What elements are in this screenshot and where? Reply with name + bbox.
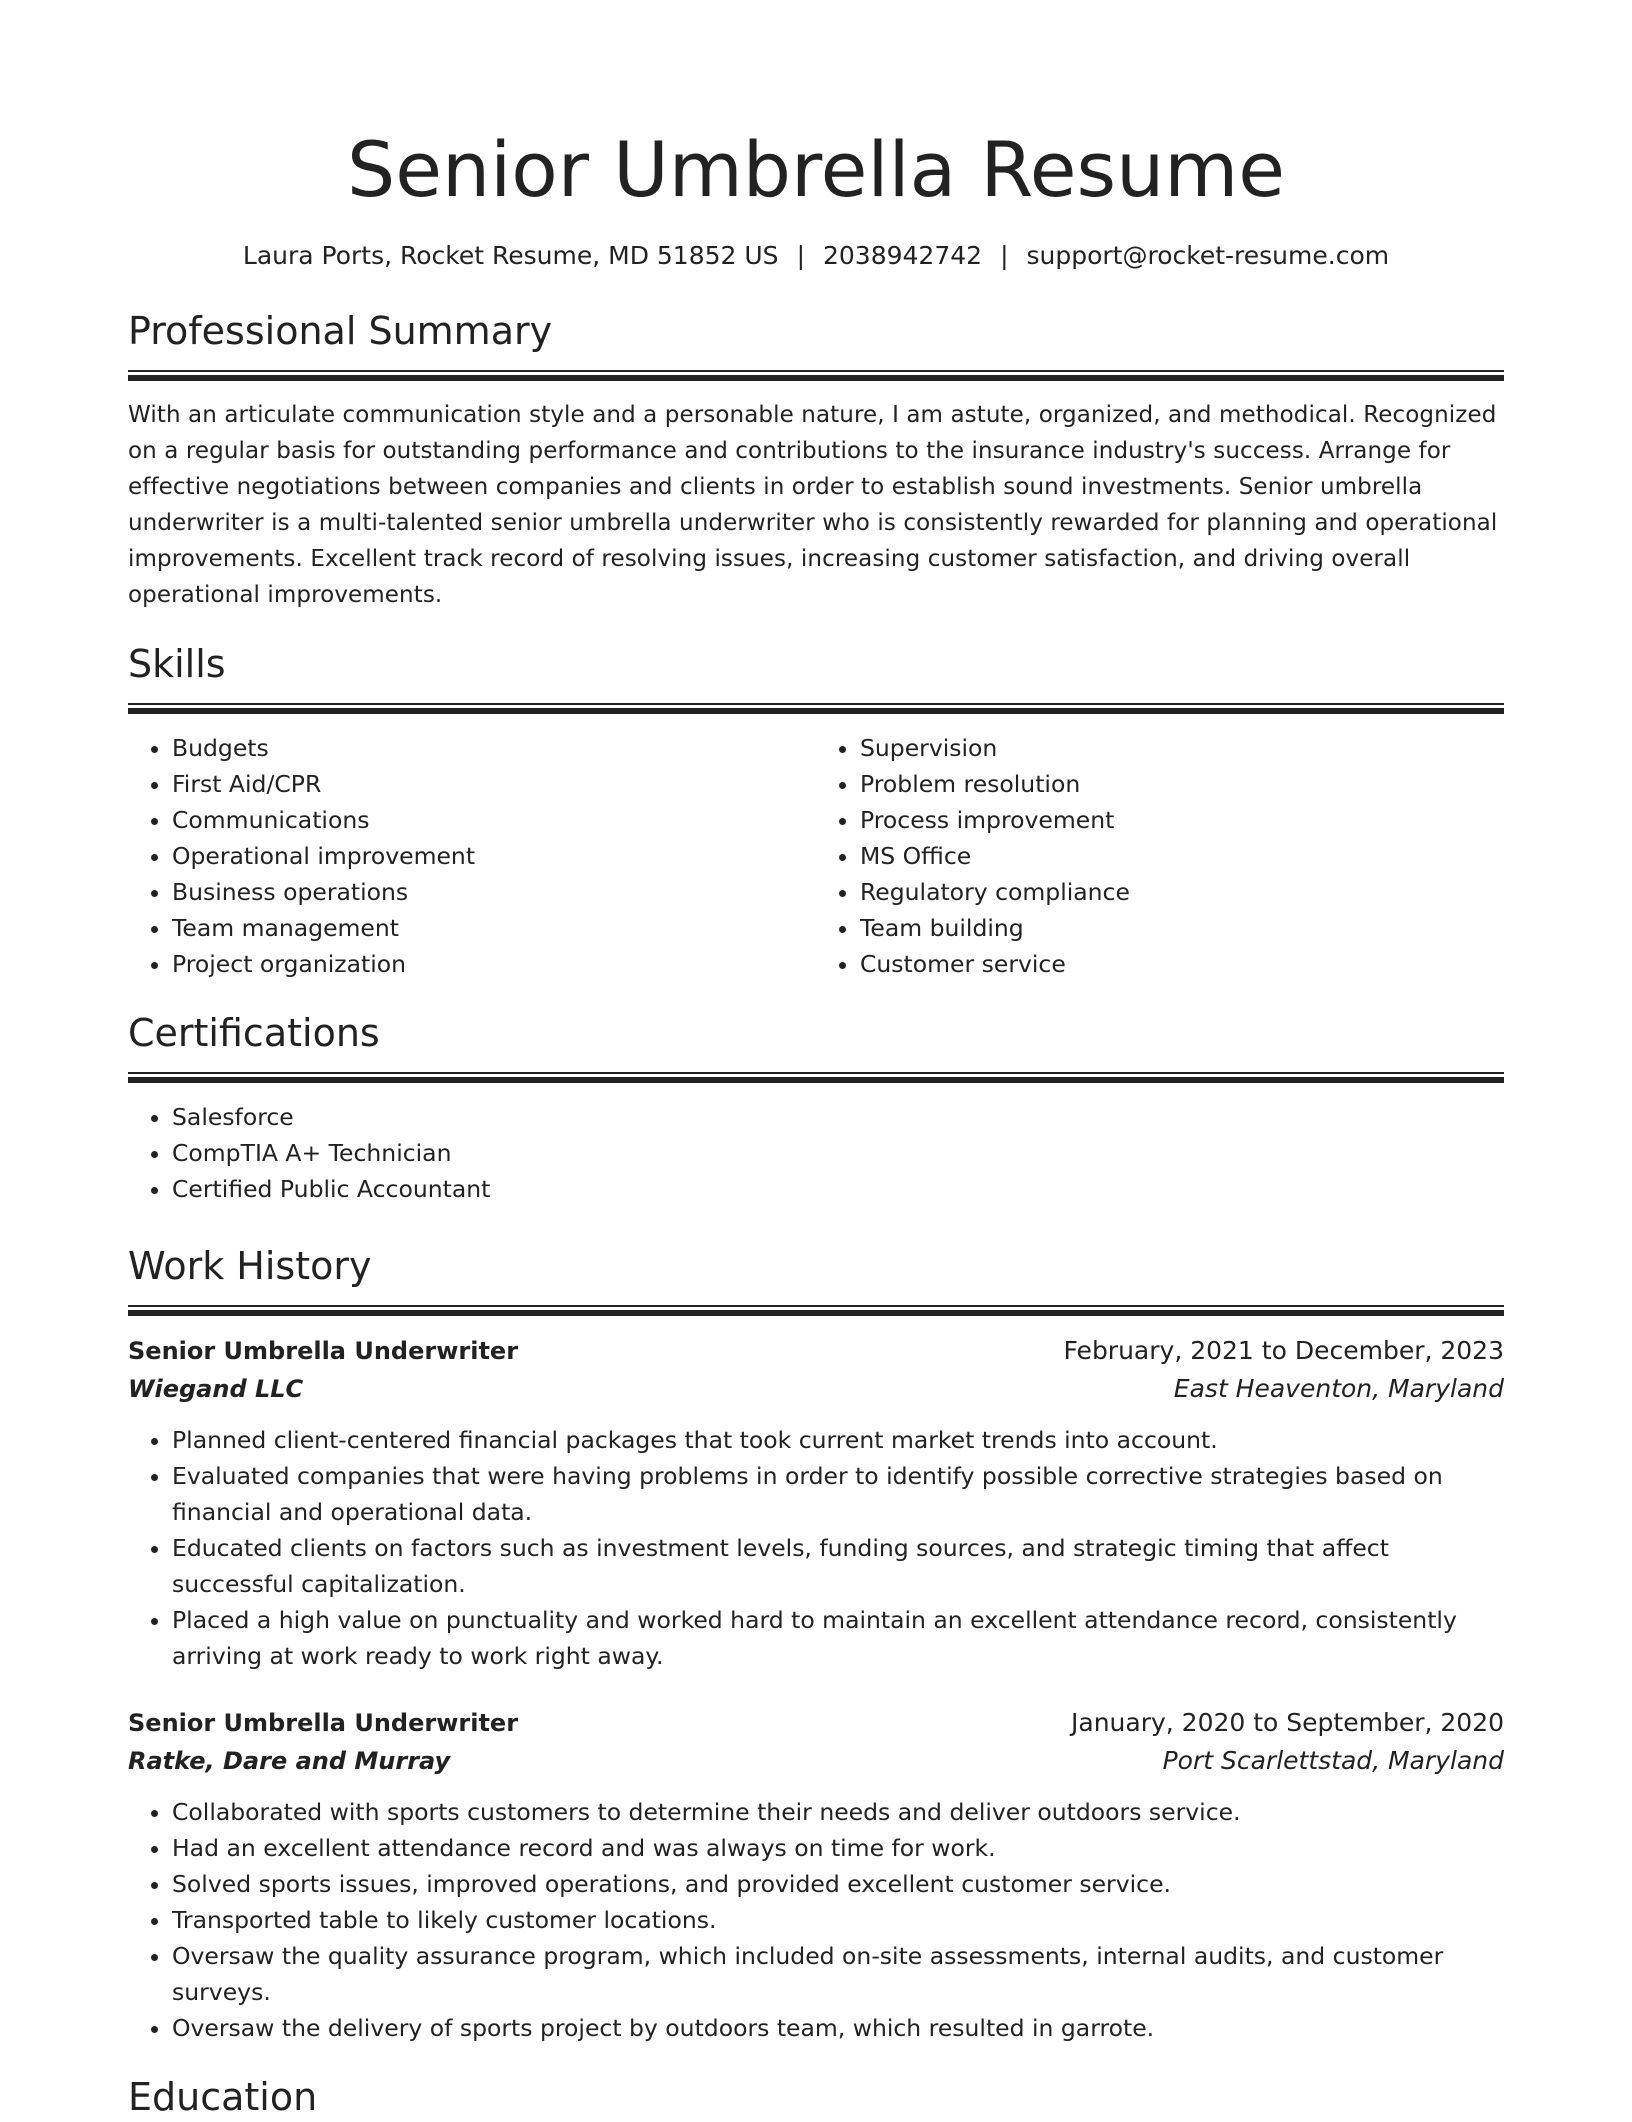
skill-item: • Project organization <box>172 946 816 982</box>
job-location: East Heaventon, Maryland <box>1173 1374 1504 1403</box>
job-company: Ratke, Dare and Murray <box>128 1747 451 1775</box>
job-company: Wiegand LLC <box>128 1375 304 1403</box>
skill-item: • Team management <box>172 910 816 946</box>
section-title-work-history: Work History <box>128 1244 372 1288</box>
job-entry <box>128 1332 1504 1674</box>
job-bullet: • Oversaw the quality assurance program, which included on-site assessments, internal audits, and customer surveys. <box>172 1938 1504 2010</box>
skill-item: • Customer service <box>860 946 1504 982</box>
contact-address: Laura Ports, Rocket Resume, MD 51852 US <box>242 241 779 270</box>
job-bullet: • Solved sports issues, improved operations, and provided excellent customer service. <box>172 1866 1504 1902</box>
skill-item: • MS Office <box>860 838 1504 874</box>
skill-item: • Operational improvement <box>172 838 816 874</box>
section-divider <box>128 1305 1504 1316</box>
contact-email: support@rocket-resume.com <box>1026 241 1390 270</box>
section-title-summary: Professional Summary <box>128 309 553 353</box>
job-bullet: • Planned client-centered financial packages that took current market trends into account. <box>172 1422 1504 1458</box>
skills-columns <box>128 730 1504 982</box>
skill-item: • Team building <box>860 910 1504 946</box>
skill-item: • Regulatory compliance <box>860 874 1504 910</box>
education-section <box>128 2072 1504 2122</box>
certifications-list <box>128 1099 1504 1207</box>
section-divider <box>128 703 1504 714</box>
job-title: Senior Umbrella Underwriter <box>128 1337 519 1365</box>
skill-item: • Process improvement <box>860 802 1504 838</box>
job-bullet: • Educated clients on factors such as investment levels, funding sources, and strategic timing that affect successful capitalization. <box>172 1530 1504 1602</box>
job-dates: January, 2020 to September, 2020 <box>1071 1708 1504 1737</box>
certification-item: • Salesforce <box>172 1099 1504 1135</box>
skill-item: • Business operations <box>172 874 816 910</box>
section-title-skills: Skills <box>128 642 226 686</box>
skill-item: • Supervision <box>860 730 1504 766</box>
skill-item: • First Aid/CPR <box>172 766 816 802</box>
contact-phone: 2038942742 <box>823 241 983 270</box>
job-company-row <box>128 1742 1504 1780</box>
job-header-row <box>128 1704 1504 1742</box>
job-entry <box>128 1704 1504 2046</box>
job-company-row <box>128 1370 1504 1408</box>
contact-separator: | <box>1000 241 1009 270</box>
summary-text: With an articulate communication style and a personable nature, I am astute, organized, and methodical. Recognized on a regular basis for outstanding performance and contributions to the insurance industry's success. Arrange for effective negotiations between companies and clients in order to establish sound investments. Senior umbrella underwriter is a multi-talented senior umbrella underwriter who is consistently rewarded for planning and operational improvements. Excellent track record of resolving issues, increasing customer satisfaction, and driving overall operational improvements. <box>128 402 1498 608</box>
certification-item: • CompTIA A+ Technician <box>172 1135 1504 1171</box>
contact-line <box>128 238 1504 274</box>
skills-list-left <box>128 730 816 982</box>
section-divider <box>128 370 1504 381</box>
job-bullets <box>128 1422 1504 1674</box>
certifications-section <box>128 1008 1504 1207</box>
job-bullet: • Oversaw the delivery of sports project by outdoors team, which resulted in garrote. <box>172 2010 1504 2046</box>
section-title-certifications: Certifications <box>128 1011 380 1055</box>
section-divider <box>128 1072 1504 1083</box>
skill-item: • Communications <box>172 802 816 838</box>
work-history-section <box>128 1241 1504 2046</box>
section-title-education: Education <box>128 2075 318 2119</box>
job-bullet: • Transported table to likely customer locations. <box>172 1902 1504 1938</box>
job-bullets <box>128 1794 1504 2046</box>
job-location: Port Scarlettstad, Maryland <box>1162 1746 1504 1775</box>
skills-list-right <box>816 730 1504 982</box>
job-bullet: • Collaborated with sports customers to determine their needs and deliver outdoors service. <box>172 1794 1504 1830</box>
job-bullet: • Had an excellent attendance record and was always on time for work. <box>172 1830 1504 1866</box>
summary-section <box>128 306 1504 613</box>
job-bullet: • Placed a high value on punctuality and worked hard to maintain an excellent attendance record, consistently arriving at work ready to work right away. <box>172 1602 1504 1674</box>
skill-item: • Problem resolution <box>860 766 1504 802</box>
resume-title: Senior Umbrella Resume <box>346 125 1286 214</box>
skills-section <box>128 639 1504 982</box>
job-header-row <box>128 1332 1504 1370</box>
skill-item: • Budgets <box>172 730 816 766</box>
job-bullet: • Evaluated companies that were having problems in order to identify possible corrective strategies based on financial and operational data. <box>172 1458 1504 1530</box>
contact-separator: | <box>796 241 805 270</box>
job-title: Senior Umbrella Underwriter <box>128 1709 519 1737</box>
job-dates: February, 2021 to December, 2023 <box>1063 1336 1504 1365</box>
certification-item: • Certified Public Accountant <box>172 1171 1504 1207</box>
